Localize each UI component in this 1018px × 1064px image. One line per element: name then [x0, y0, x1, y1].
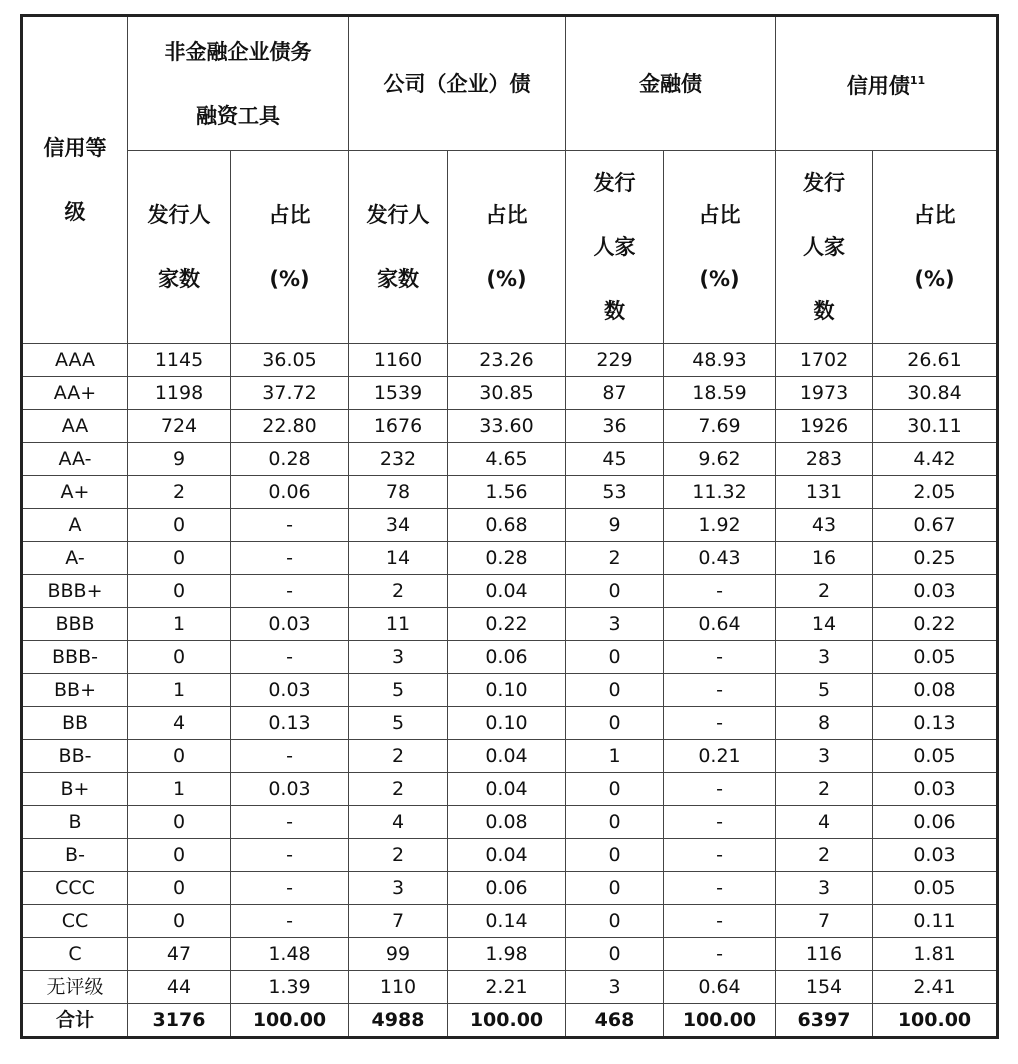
value-cell: 16	[776, 542, 873, 575]
value-cell: 0.13	[873, 707, 998, 740]
value-cell: 1145	[128, 344, 231, 377]
table-row	[22, 740, 998, 773]
value-cell: 26.61	[873, 344, 998, 377]
value-cell: 0.43	[664, 542, 776, 575]
table-row	[22, 641, 998, 674]
value-cell: 1.56	[448, 476, 566, 509]
value-cell: 1198	[128, 377, 231, 410]
value-cell: 3	[566, 608, 664, 641]
value-cell: 3	[776, 740, 873, 773]
value-cell: -	[664, 938, 776, 971]
value-cell: 1.92	[664, 509, 776, 542]
value-cell: 9.62	[664, 443, 776, 476]
value-cell: 110	[349, 971, 448, 1004]
grade-cell: BBB+	[22, 575, 128, 608]
value-cell: 0	[128, 542, 231, 575]
value-cell: 0.03	[873, 575, 998, 608]
value-cell: 87	[566, 377, 664, 410]
subheader-nonfinancial-issuer-count: 发行人 家数	[128, 151, 231, 344]
value-cell: 30.11	[873, 410, 998, 443]
value-cell: 1	[566, 740, 664, 773]
header-group-corporate-bond: 公司（企业）债	[349, 16, 566, 151]
subheader-financial-issuer-count: 发行 人家 数	[566, 151, 664, 344]
value-cell: 0.28	[231, 443, 349, 476]
header-group-nonfinancial-debt: 非金融企业债务 融资工具	[128, 16, 349, 151]
value-cell: 43	[776, 509, 873, 542]
value-cell: 0	[128, 509, 231, 542]
table-row	[22, 707, 998, 740]
value-cell: -	[231, 740, 349, 773]
value-cell: 5	[349, 674, 448, 707]
value-cell: 2	[776, 575, 873, 608]
value-cell: -	[231, 872, 349, 905]
value-cell: 30.85	[448, 377, 566, 410]
value-cell: 154	[776, 971, 873, 1004]
value-cell: 3	[776, 641, 873, 674]
table-row	[22, 575, 998, 608]
grade-cell: CCC	[22, 872, 128, 905]
value-cell: 11.32	[664, 476, 776, 509]
grade-cell: BB+	[22, 674, 128, 707]
value-cell: 1.81	[873, 938, 998, 971]
value-cell: 0	[566, 773, 664, 806]
value-cell: 0.22	[448, 608, 566, 641]
value-cell: 0.05	[873, 740, 998, 773]
subheader-credit-share-pct: 占比 (%)	[873, 151, 998, 344]
value-cell: 30.84	[873, 377, 998, 410]
grade-cell: CC	[22, 905, 128, 938]
value-cell: 2	[776, 839, 873, 872]
value-cell: 0.28	[448, 542, 566, 575]
value-cell: 0.11	[873, 905, 998, 938]
value-cell: 44	[128, 971, 231, 1004]
value-cell: 1.98	[448, 938, 566, 971]
value-cell: 99	[349, 938, 448, 971]
value-cell: 0.10	[448, 674, 566, 707]
value-cell: 0	[566, 839, 664, 872]
table-row	[22, 839, 998, 872]
value-cell: 14	[349, 542, 448, 575]
value-cell: 0.67	[873, 509, 998, 542]
value-cell: 23.26	[448, 344, 566, 377]
value-cell: 1.48	[231, 938, 349, 971]
value-cell: 34	[349, 509, 448, 542]
value-cell: -	[231, 641, 349, 674]
grade-cell: A+	[22, 476, 128, 509]
table-row	[22, 905, 998, 938]
value-cell: -	[664, 905, 776, 938]
subheader-financial-share-pct: 占比 (%)	[664, 151, 776, 344]
value-cell: 1160	[349, 344, 448, 377]
total-value-cell: 100.00	[448, 1004, 566, 1038]
value-cell: 0	[566, 872, 664, 905]
grade-cell: BB	[22, 707, 128, 740]
value-cell: -	[664, 839, 776, 872]
value-cell: 0	[128, 905, 231, 938]
grade-cell: B-	[22, 839, 128, 872]
value-cell: 131	[776, 476, 873, 509]
value-cell: 5	[776, 674, 873, 707]
value-cell: 1676	[349, 410, 448, 443]
table-row	[22, 476, 998, 509]
value-cell: 0	[566, 707, 664, 740]
value-cell: 8	[776, 707, 873, 740]
value-cell: 3	[776, 872, 873, 905]
value-cell: 0.03	[873, 839, 998, 872]
subheader-corporate-issuer-count: 发行人 家数	[349, 151, 448, 344]
subheader-credit-issuer-count: 发行 人家 数	[776, 151, 873, 344]
table-row	[22, 938, 998, 971]
value-cell: -	[664, 806, 776, 839]
value-cell: 48.93	[664, 344, 776, 377]
total-value-cell: 3176	[128, 1004, 231, 1038]
value-cell: 0.14	[448, 905, 566, 938]
value-cell: -	[664, 575, 776, 608]
value-cell: 0	[566, 806, 664, 839]
value-cell: 4.65	[448, 443, 566, 476]
value-cell: 0.03	[231, 773, 349, 806]
credit-rating-table-container	[20, 14, 999, 1039]
value-cell: 11	[349, 608, 448, 641]
value-cell: 0	[128, 575, 231, 608]
value-cell: 0	[566, 674, 664, 707]
total-row	[22, 1004, 998, 1038]
value-cell: 2.41	[873, 971, 998, 1004]
value-cell: 1539	[349, 377, 448, 410]
value-cell: 1973	[776, 377, 873, 410]
total-value-cell: 100.00	[231, 1004, 349, 1038]
table-row	[22, 410, 998, 443]
grade-cell: A-	[22, 542, 128, 575]
credit-rating-table	[20, 14, 999, 1039]
value-cell: 724	[128, 410, 231, 443]
value-cell: 7	[776, 905, 873, 938]
value-cell: 2.05	[873, 476, 998, 509]
grade-cell: AAA	[22, 344, 128, 377]
value-cell: 18.59	[664, 377, 776, 410]
grade-cell: AA+	[22, 377, 128, 410]
value-cell: 2	[776, 773, 873, 806]
value-cell: 36	[566, 410, 664, 443]
total-value-cell: 468	[566, 1004, 664, 1038]
value-cell: 78	[349, 476, 448, 509]
total-value-cell: 6397	[776, 1004, 873, 1038]
grade-cell: B+	[22, 773, 128, 806]
value-cell: 232	[349, 443, 448, 476]
value-cell: -	[664, 641, 776, 674]
value-cell: -	[664, 707, 776, 740]
value-cell: 0.06	[873, 806, 998, 839]
value-cell: 1926	[776, 410, 873, 443]
value-cell: 0.05	[873, 641, 998, 674]
value-cell: 0	[566, 938, 664, 971]
value-cell: 0.22	[873, 608, 998, 641]
value-cell: 0	[128, 872, 231, 905]
value-cell: 53	[566, 476, 664, 509]
value-cell: 0	[128, 740, 231, 773]
header-group-financial-bond: 金融债	[566, 16, 776, 151]
table-row	[22, 674, 998, 707]
value-cell: 45	[566, 443, 664, 476]
value-cell: 283	[776, 443, 873, 476]
value-cell: 36.05	[231, 344, 349, 377]
value-cell: 0.03	[231, 608, 349, 641]
value-cell: -	[664, 674, 776, 707]
value-cell: 0.06	[448, 872, 566, 905]
value-cell: 0.68	[448, 509, 566, 542]
value-cell: 3	[349, 872, 448, 905]
table-row	[22, 872, 998, 905]
grade-cell: AA-	[22, 443, 128, 476]
value-cell: 0.04	[448, 839, 566, 872]
value-cell: 0	[128, 806, 231, 839]
value-cell: 0.03	[231, 674, 349, 707]
table-row	[22, 344, 998, 377]
value-cell: -	[664, 773, 776, 806]
value-cell: 4	[776, 806, 873, 839]
total-label: 合计	[22, 1004, 128, 1038]
grade-cell: AA	[22, 410, 128, 443]
value-cell: 0	[128, 641, 231, 674]
value-cell: 1	[128, 674, 231, 707]
value-cell: 7	[349, 905, 448, 938]
value-cell: 22.80	[231, 410, 349, 443]
header-credit-grade: 信用等 级	[22, 16, 128, 344]
table-row	[22, 377, 998, 410]
value-cell: 2.21	[448, 971, 566, 1004]
grade-cell: BB-	[22, 740, 128, 773]
value-cell: 0.13	[231, 707, 349, 740]
value-cell: 0	[128, 839, 231, 872]
value-cell: 2	[349, 740, 448, 773]
grade-cell: C	[22, 938, 128, 971]
value-cell: 116	[776, 938, 873, 971]
grade-cell: BBB	[22, 608, 128, 641]
value-cell: 0.03	[873, 773, 998, 806]
value-cell: 0.64	[664, 971, 776, 1004]
value-cell: 229	[566, 344, 664, 377]
value-cell: -	[231, 839, 349, 872]
grade-cell: BBB-	[22, 641, 128, 674]
value-cell: 0.08	[448, 806, 566, 839]
value-cell: 2	[349, 575, 448, 608]
value-cell: -	[231, 575, 349, 608]
table-row	[22, 971, 998, 1004]
value-cell: 3	[566, 971, 664, 1004]
subheader-corporate-share-pct: 占比 (%)	[448, 151, 566, 344]
value-cell: -	[231, 542, 349, 575]
grade-cell: B	[22, 806, 128, 839]
value-cell: 5	[349, 707, 448, 740]
value-cell: 0	[566, 641, 664, 674]
value-cell: 2	[349, 839, 448, 872]
total-value-cell: 100.00	[873, 1004, 998, 1038]
table-row	[22, 509, 998, 542]
grade-cell: 无评级	[22, 971, 128, 1004]
value-cell: 1702	[776, 344, 873, 377]
value-cell: 33.60	[448, 410, 566, 443]
value-cell: 2	[349, 773, 448, 806]
total-value-cell: 4988	[349, 1004, 448, 1038]
table-row	[22, 806, 998, 839]
value-cell: 0.64	[664, 608, 776, 641]
value-cell: 0.21	[664, 740, 776, 773]
value-cell: 0.04	[448, 575, 566, 608]
table-row	[22, 542, 998, 575]
total-value-cell: 100.00	[664, 1004, 776, 1038]
value-cell: 0	[566, 905, 664, 938]
value-cell: 1	[128, 773, 231, 806]
value-cell: -	[231, 806, 349, 839]
value-cell: 4	[349, 806, 448, 839]
grade-cell: A	[22, 509, 128, 542]
subheader-nonfinancial-share-pct: 占比 (%)	[231, 151, 349, 344]
header-group-credit-bond: 信用债$^{11}$	[776, 16, 998, 151]
value-cell: 47	[128, 938, 231, 971]
value-cell: 0.04	[448, 773, 566, 806]
value-cell: 2	[128, 476, 231, 509]
table-row	[22, 608, 998, 641]
value-cell: 3	[349, 641, 448, 674]
value-cell: 0.06	[231, 476, 349, 509]
value-cell: 0.10	[448, 707, 566, 740]
value-cell: 9	[566, 509, 664, 542]
value-cell: 0.08	[873, 674, 998, 707]
value-cell: 0.04	[448, 740, 566, 773]
value-cell: 4	[128, 707, 231, 740]
value-cell: 37.72	[231, 377, 349, 410]
footnote-marker: 11	[909, 74, 926, 87]
value-cell: 1	[128, 608, 231, 641]
value-cell: 2	[566, 542, 664, 575]
value-cell: -	[231, 905, 349, 938]
value-cell: 4.42	[873, 443, 998, 476]
table-row	[22, 773, 998, 806]
value-cell: -	[231, 509, 349, 542]
value-cell: 0	[566, 575, 664, 608]
value-cell: -	[664, 872, 776, 905]
value-cell: 14	[776, 608, 873, 641]
table-row	[22, 443, 998, 476]
value-cell: 7.69	[664, 410, 776, 443]
value-cell: 0.05	[873, 872, 998, 905]
value-cell: 0.06	[448, 641, 566, 674]
value-cell: 9	[128, 443, 231, 476]
value-cell: 1.39	[231, 971, 349, 1004]
value-cell: 0.25	[873, 542, 998, 575]
